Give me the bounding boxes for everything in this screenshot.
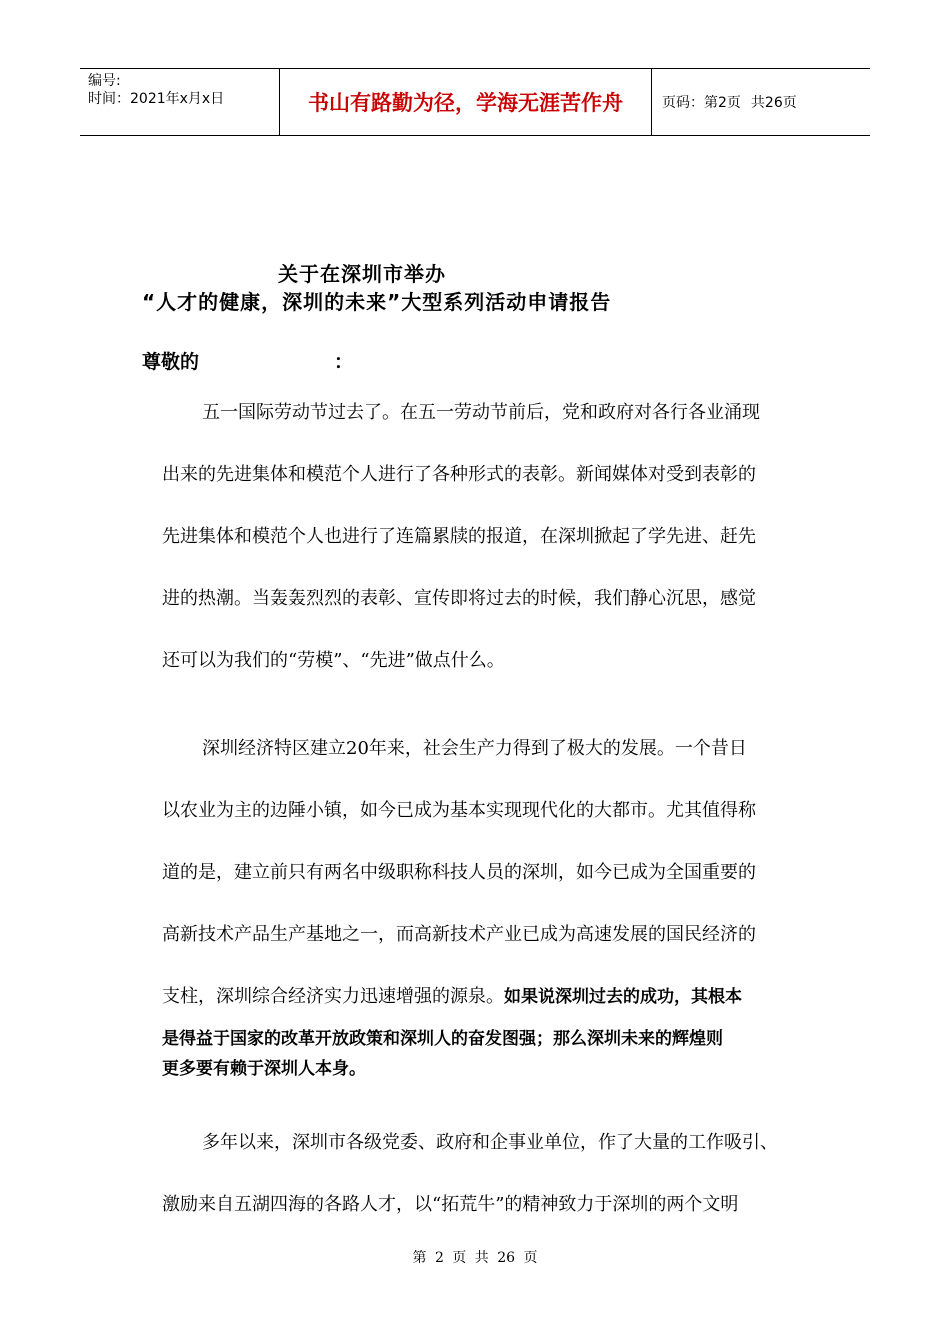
total-pages-label: 共26页 <box>750 95 797 111</box>
emphasis-text: 如果说深圳过去的成功，其根本 <box>504 987 742 1007</box>
emphasis-line: 是得益于国家的改革开放政策和深圳人的奋发图强；那么深圳未来的辉煌则 <box>162 1029 723 1049</box>
page-label: 页码：第2页 <box>662 95 741 111</box>
header-motto: 书山有路勤为径，学海无涯苦作舟 <box>280 69 652 135</box>
time-label: 时间：2021年x月x日 <box>88 91 225 107</box>
paragraph-line: 深圳经济特区建立20年来，社会生产力得到了极大的发展。一个昔日 <box>202 738 747 759</box>
page-footer: 第 2 页 共 26 页 <box>412 1250 538 1266</box>
paragraph-line: 多年以来，深圳市各级党委、政府和企事业单位，作了大量的工作吸引、 <box>202 1132 778 1153</box>
paragraph-line: 激励来自五湖四海的各路人才，以“拓荒牛”的精神致力于深圳的两个文明 <box>162 1194 739 1215</box>
paragraph-line: 先进集体和模范个人也进行了连篇累牍的报道，在深圳掀起了学先进、赶先 <box>162 526 756 547</box>
salutation <box>142 347 354 374</box>
serial-label: 编号: <box>88 73 121 89</box>
document-title-line1: 关于在深圳市举办 <box>278 262 446 286</box>
document-title-line2: “人才的健康，深圳的未来”大型系列活动申请报告 <box>142 290 612 314</box>
paragraph-line: 还可以为我们的“劳模”、“先进”做点什么。 <box>162 650 505 671</box>
paragraph-line: 出来的先进集体和模范个人进行了各种形式的表彰。新闻媒体对受到表彰的 <box>162 464 756 485</box>
header-meta <box>80 69 280 135</box>
emphasis-line: 更多要有赖于深圳人本身。 <box>162 1059 366 1079</box>
salutation-text: 尊敬的 <box>142 351 200 373</box>
header-table <box>80 68 870 136</box>
paragraph-line-mixed <box>162 982 742 1008</box>
header-page-info <box>652 69 870 135</box>
paragraph-line: 道的是，建立前只有两名中级职称科技人员的深圳，如今已成为全国重要的 <box>162 862 756 883</box>
paragraph-line: 进的热潮。当轰轰烈烈的表彰、宣传即将过去的时候，我们静心沉思，感觉 <box>162 588 756 609</box>
paragraph-line: 五一国际劳动节过去了。在五一劳动节前后，党和政府对各行各业涌现 <box>202 402 760 423</box>
normal-text: 支柱，深圳综合经济实力迅速增强的源泉。 <box>162 986 504 1007</box>
paragraph-line: 高新技术产品生产基地之一，而高新技术产业已成为高速发展的国民经济的 <box>162 924 756 945</box>
paragraph-line: 以农业为主的边陲小镇，如今已成为基本实现现代化的大都市。尤其值得称 <box>162 800 756 821</box>
salutation-colon: ： <box>334 351 354 373</box>
